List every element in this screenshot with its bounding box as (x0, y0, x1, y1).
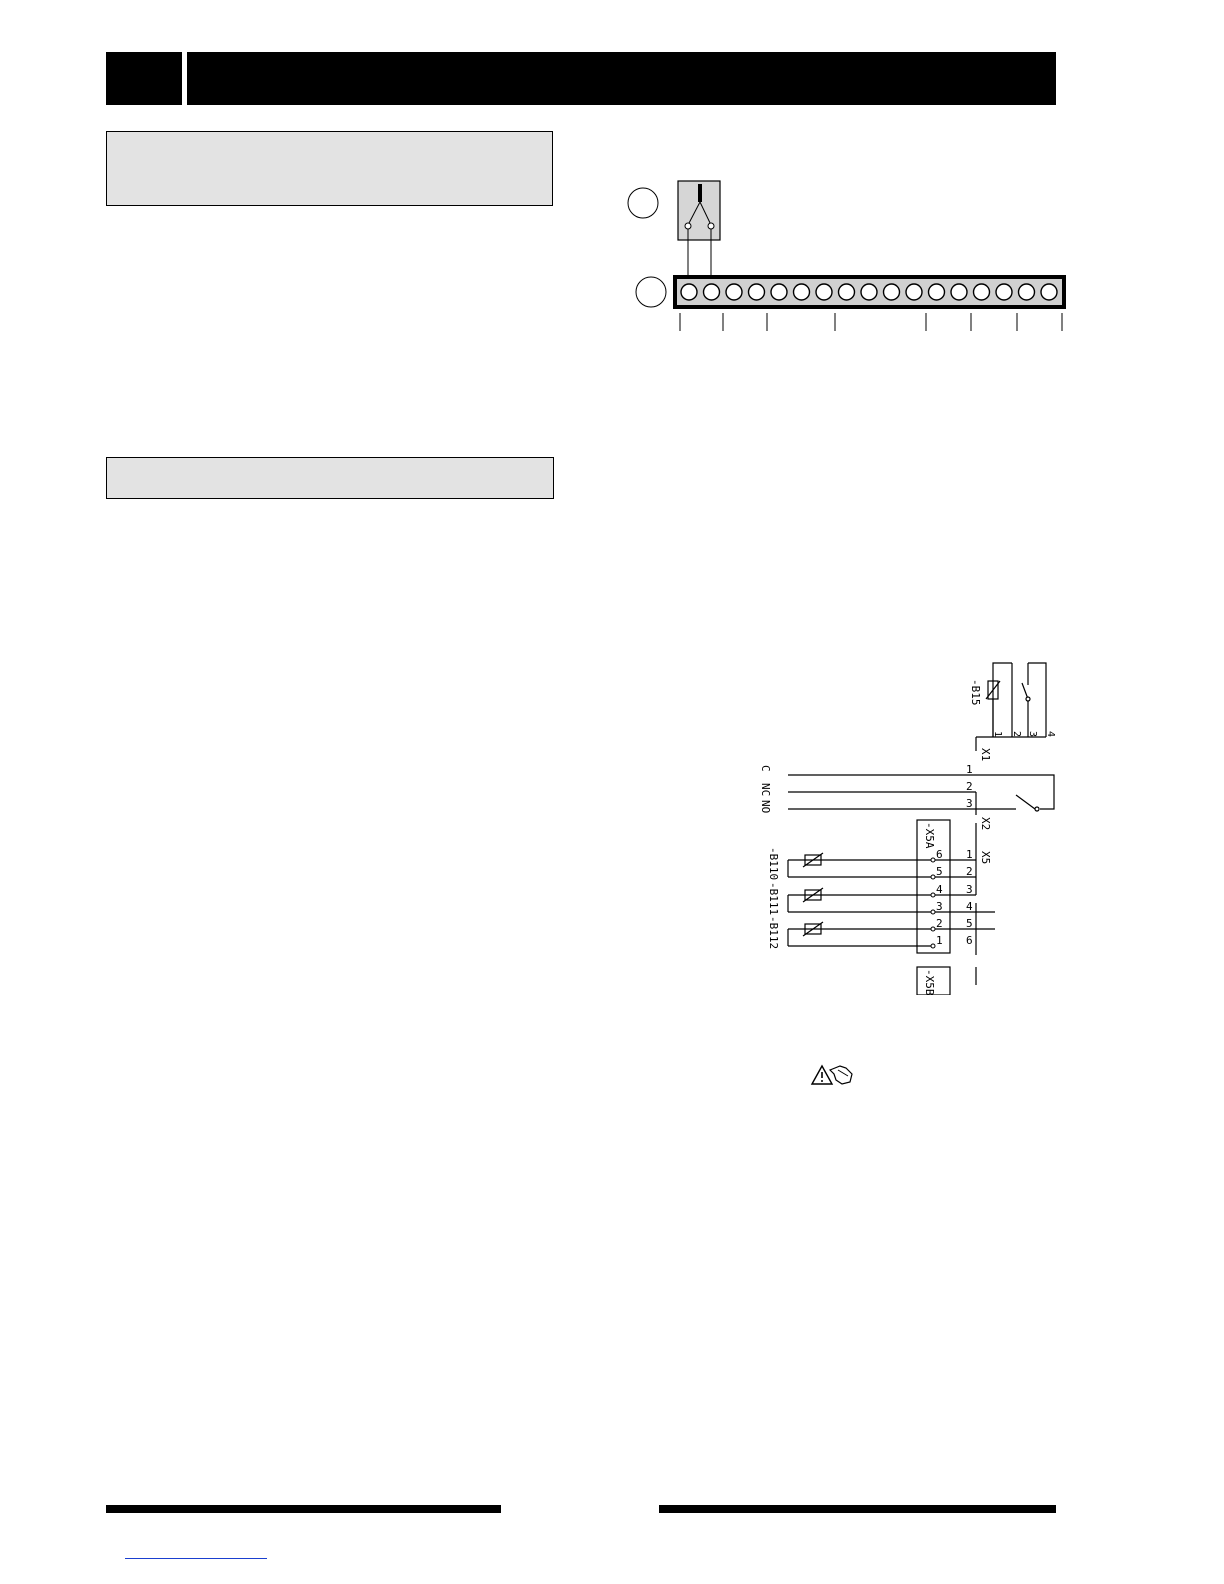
terminal-hole (1019, 284, 1035, 300)
x5a-pin-3: 3 (936, 900, 943, 913)
x1-pin-2: 2 (1011, 731, 1022, 738)
x2-pin-3: 3 (966, 797, 973, 810)
terminal-hole (749, 284, 765, 300)
x1-pin-1: 1 (992, 731, 1003, 738)
x5-pin-3: 3 (966, 883, 973, 896)
x5-pin-4: 4 (966, 900, 973, 913)
component-pin (698, 184, 702, 202)
terminal-strip-diagram (620, 170, 1070, 340)
label-b15: -B15 (969, 679, 982, 706)
terminal-holes (681, 284, 1057, 300)
callout-circle-1 (628, 188, 658, 218)
x5a-pin-4: 4 (936, 883, 943, 896)
warning-hand-icon (810, 1062, 858, 1088)
section-number-block (106, 52, 182, 105)
info-box-2 (106, 457, 554, 499)
terminal-hole (1041, 284, 1057, 300)
label-x1: X1 (979, 748, 992, 762)
label-x5: X5 (979, 851, 992, 865)
x5a-pin-6: 6 (936, 848, 943, 861)
terminal-hole (906, 284, 922, 300)
x5a-pin-1: 1 (936, 934, 943, 947)
label-b111: -B111 (767, 882, 780, 916)
label-no: NO (759, 800, 772, 814)
x1-pin-3: 3 (1027, 731, 1038, 738)
terminal-hole (974, 284, 990, 300)
terminal-hole (794, 284, 810, 300)
wiring-schematic (750, 655, 1070, 995)
terminal-hole (704, 284, 720, 300)
x5-pin-1: 1 (966, 848, 973, 861)
footer-link-underline[interactable] (125, 1558, 267, 1559)
label-c: C (759, 765, 772, 772)
label-b112: -B112 (767, 916, 780, 950)
terminal-hole (929, 284, 945, 300)
x5-pin-5: 5 (966, 917, 973, 930)
info-box-1 (106, 131, 553, 206)
terminal-hole (839, 284, 855, 300)
x1-pin-4: 4 (1045, 731, 1056, 738)
x5a-pin-2: 2 (936, 917, 943, 930)
label-nc: NC (759, 783, 772, 797)
terminal-hole (771, 284, 787, 300)
terminal-hole (681, 284, 697, 300)
header-title-bar (187, 52, 1056, 105)
x5-pin-6: 6 (966, 934, 973, 947)
label-x5a: -X5A (923, 822, 936, 849)
x2-pin-1: 1 (966, 763, 973, 776)
footer-bar-left (106, 1505, 501, 1513)
x2-pin-2: 2 (966, 780, 973, 793)
x5-pin-2: 2 (966, 865, 973, 878)
label-b110: -B110 (767, 847, 780, 881)
label-x5b: -X5B (923, 969, 936, 995)
callout-circle-2 (636, 277, 666, 307)
terminal-hole (861, 284, 877, 300)
terminal-hole (726, 284, 742, 300)
label-x2: X2 (979, 817, 992, 831)
terminal-hole (996, 284, 1012, 300)
footer-bar-right (659, 1505, 1056, 1513)
terminal-hole (816, 284, 832, 300)
terminal-hole (951, 284, 967, 300)
terminal-hole (884, 284, 900, 300)
x5a-pin-5: 5 (936, 865, 943, 878)
